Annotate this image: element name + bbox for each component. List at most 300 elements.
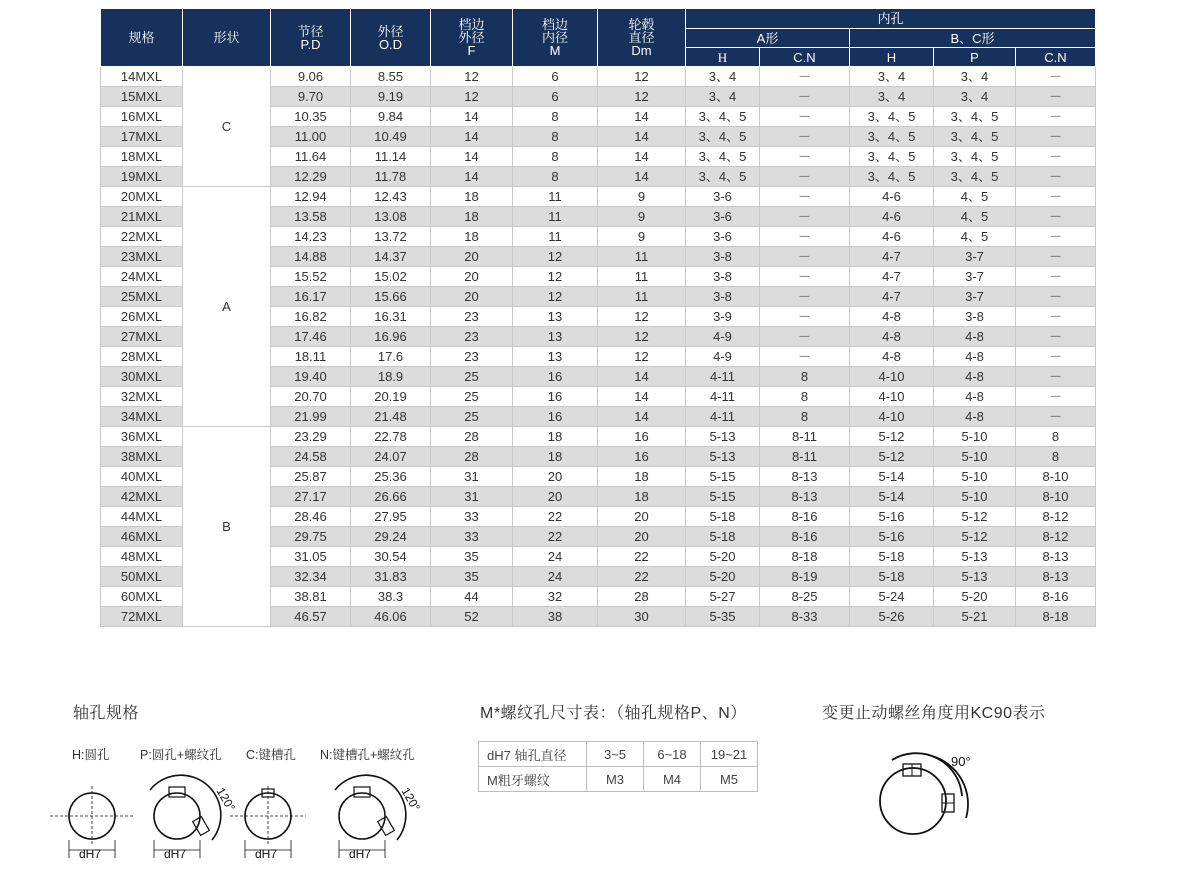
table-cell: 14.23 bbox=[271, 227, 351, 247]
header-line: O.D bbox=[378, 36, 403, 52]
header-bc-h: H bbox=[850, 48, 934, 67]
header-line: M bbox=[549, 43, 561, 58]
table-cell: 24MXL bbox=[101, 267, 183, 287]
table-cell: 16.82 bbox=[271, 307, 351, 327]
table-cell: 9 bbox=[598, 207, 686, 227]
table-cell: 3、4 bbox=[850, 67, 934, 87]
table-cell: 8-10 bbox=[1016, 487, 1096, 507]
table-cell: 11.14 bbox=[351, 147, 431, 167]
table-cell: 48MXL bbox=[101, 547, 183, 567]
table-cell: 31 bbox=[431, 467, 513, 487]
table-cell: 11.78 bbox=[351, 167, 431, 187]
table-cell: 34MXL bbox=[101, 407, 183, 427]
table-cell: 25 bbox=[431, 367, 513, 387]
table-cell: 31 bbox=[431, 487, 513, 507]
table-cell: 33 bbox=[431, 507, 513, 527]
header-bc-type: B、C形 bbox=[850, 29, 1096, 48]
table-cell: 27MXL bbox=[101, 327, 183, 347]
table-cell: 5-10 bbox=[934, 427, 1016, 447]
table-cell: 23 bbox=[431, 307, 513, 327]
table-cell: 14 bbox=[598, 387, 686, 407]
table-cell: 22 bbox=[598, 547, 686, 567]
table-cell: 5-10 bbox=[934, 487, 1016, 507]
table-cell: 26.66 bbox=[351, 487, 431, 507]
table-cell: 12 bbox=[431, 87, 513, 107]
header-bc-p: P bbox=[934, 48, 1016, 67]
table-cell: 8 bbox=[760, 387, 850, 407]
table-cell: 20.70 bbox=[271, 387, 351, 407]
table-cell: 12 bbox=[598, 347, 686, 367]
table-cell: 44MXL bbox=[101, 507, 183, 527]
thread-cell: dH7 轴孔直径 bbox=[479, 742, 587, 767]
table-cell: 4-10 bbox=[850, 407, 934, 427]
table-cell: 5-24 bbox=[850, 587, 934, 607]
header-a-cn: C.N bbox=[760, 48, 850, 67]
table-cell: 21.48 bbox=[351, 407, 431, 427]
table-cell: 14 bbox=[431, 127, 513, 147]
table-cell: 3、4、5 bbox=[850, 107, 934, 127]
table-cell: 17.46 bbox=[271, 327, 351, 347]
table-cell: 32 bbox=[513, 587, 598, 607]
table-cell: 15MXL bbox=[101, 87, 183, 107]
table-cell: － bbox=[1016, 127, 1096, 147]
table-cell: 16 bbox=[513, 367, 598, 387]
table-cell: 8.55 bbox=[351, 67, 431, 87]
table-cell: 3-7 bbox=[934, 267, 1016, 287]
table-cell: 13.72 bbox=[351, 227, 431, 247]
table-cell: 16.31 bbox=[351, 307, 431, 327]
table-cell: 18MXL bbox=[101, 147, 183, 167]
table-cell: 8-10 bbox=[1016, 467, 1096, 487]
table-cell: 9.19 bbox=[351, 87, 431, 107]
table-cell: 38MXL bbox=[101, 447, 183, 467]
table-cell: － bbox=[1016, 247, 1096, 267]
table-cell: 3、4、5 bbox=[850, 167, 934, 187]
table-cell: 11.64 bbox=[271, 147, 351, 167]
table-cell: 15.02 bbox=[351, 267, 431, 287]
table-cell: 44 bbox=[431, 587, 513, 607]
table-cell: 16.96 bbox=[351, 327, 431, 347]
table-cell: 23 bbox=[431, 327, 513, 347]
table-cell: 21MXL bbox=[101, 207, 183, 227]
table-cell: 5-12 bbox=[850, 427, 934, 447]
table-cell: 18 bbox=[598, 487, 686, 507]
table-cell: 14.88 bbox=[271, 247, 351, 267]
table-cell: 25.36 bbox=[351, 467, 431, 487]
table-cell: 5-10 bbox=[934, 467, 1016, 487]
header-line: 内径 bbox=[541, 30, 568, 45]
table-cell: 6 bbox=[513, 67, 598, 87]
table-cell: 8 bbox=[760, 367, 850, 387]
table-cell: 24 bbox=[513, 547, 598, 567]
table-cell: 5-18 bbox=[686, 507, 760, 527]
table-cell: 46.57 bbox=[271, 607, 351, 627]
table-cell: 12 bbox=[431, 67, 513, 87]
table-cell: 3、4、5 bbox=[934, 107, 1016, 127]
table-cell: 24.07 bbox=[351, 447, 431, 467]
table-cell: 32.34 bbox=[271, 567, 351, 587]
table-cell: 8-12 bbox=[1016, 527, 1096, 547]
table-cell: 14 bbox=[431, 167, 513, 187]
table-cell: 11 bbox=[513, 227, 598, 247]
table-cell: 12.94 bbox=[271, 187, 351, 207]
table-cell: 4-11 bbox=[686, 407, 760, 427]
table-cell: 42MXL bbox=[101, 487, 183, 507]
table-cell: 4-8 bbox=[934, 367, 1016, 387]
table-cell: － bbox=[760, 67, 850, 87]
table-cell: 12 bbox=[513, 287, 598, 307]
table-cell: 4-8 bbox=[934, 387, 1016, 407]
table-cell: 18 bbox=[513, 447, 598, 467]
table-cell: 14 bbox=[598, 107, 686, 127]
table-cell: 31.05 bbox=[271, 547, 351, 567]
table-cell: 20 bbox=[431, 287, 513, 307]
table-cell: 4-11 bbox=[686, 387, 760, 407]
table-cell: 25MXL bbox=[101, 287, 183, 307]
table-cell: 5-21 bbox=[934, 607, 1016, 627]
table-cell: 16 bbox=[513, 387, 598, 407]
table-cell: 38 bbox=[513, 607, 598, 627]
table-cell: 30.54 bbox=[351, 547, 431, 567]
table-cell: 4-8 bbox=[850, 347, 934, 367]
table-cell: 8-16 bbox=[760, 507, 850, 527]
table-cell: 15.52 bbox=[271, 267, 351, 287]
table-cell: 3、4、5 bbox=[686, 127, 760, 147]
table-cell: － bbox=[1016, 327, 1096, 347]
table-cell: 5-16 bbox=[850, 527, 934, 547]
table-cell: 18 bbox=[431, 227, 513, 247]
table-cell: 8-33 bbox=[760, 607, 850, 627]
table-cell: 29.75 bbox=[271, 527, 351, 547]
header-line: 直径 bbox=[628, 30, 655, 45]
header-line: 外径 bbox=[377, 23, 404, 39]
table-cell: 36MXL bbox=[101, 427, 183, 447]
table-cell: 30MXL bbox=[101, 367, 183, 387]
table-cell: 18 bbox=[513, 427, 598, 447]
header-line: P.D bbox=[300, 36, 321, 52]
table-cell: － bbox=[760, 127, 850, 147]
table-cell: 35 bbox=[431, 567, 513, 587]
table-cell: 46MXL bbox=[101, 527, 183, 547]
table-cell: － bbox=[1016, 87, 1096, 107]
table-cell: － bbox=[1016, 227, 1096, 247]
table-cell: 9.70 bbox=[271, 87, 351, 107]
table-cell: 4-9 bbox=[686, 327, 760, 347]
table-cell: 5-20 bbox=[934, 587, 1016, 607]
thread-row-size bbox=[479, 767, 758, 792]
table-cell: 3、4 bbox=[850, 87, 934, 107]
bore-type-c-label: C:键槽孔 bbox=[246, 748, 297, 762]
table-cell: 3、4 bbox=[686, 87, 760, 107]
table-cell: － bbox=[1016, 387, 1096, 407]
table-cell: 5-15 bbox=[686, 467, 760, 487]
table-cell: 5-27 bbox=[686, 587, 760, 607]
dim-label-c: dH7 bbox=[255, 847, 278, 861]
table-cell: 25.87 bbox=[271, 467, 351, 487]
table-cell: 30 bbox=[598, 607, 686, 627]
table-cell: － bbox=[1016, 347, 1096, 367]
table-cell: 16 bbox=[598, 427, 686, 447]
table-cell: 16.17 bbox=[271, 287, 351, 307]
bore-type-h-label: H:圆孔 bbox=[72, 748, 110, 762]
table-cell: 10.35 bbox=[271, 107, 351, 127]
table-cell: 38.3 bbox=[351, 587, 431, 607]
table-cell: 5-20 bbox=[686, 547, 760, 567]
table-cell: 13 bbox=[513, 307, 598, 327]
table-cell: 60MXL bbox=[101, 587, 183, 607]
table-cell: 14 bbox=[431, 107, 513, 127]
table-cell: 12 bbox=[598, 67, 686, 87]
table-cell: 4-7 bbox=[850, 287, 934, 307]
table-cell: 5-15 bbox=[686, 487, 760, 507]
table-cell: 20.19 bbox=[351, 387, 431, 407]
table-cell: 22MXL bbox=[101, 227, 183, 247]
table-cell: 33 bbox=[431, 527, 513, 547]
table-cell: 12 bbox=[598, 307, 686, 327]
table-cell: 5-35 bbox=[686, 607, 760, 627]
table-cell: － bbox=[760, 347, 850, 367]
table-cell: 4-8 bbox=[934, 407, 1016, 427]
table-cell: 8-13 bbox=[1016, 547, 1096, 567]
table-cell: 12 bbox=[513, 247, 598, 267]
table-cell: 24 bbox=[513, 567, 598, 587]
table-cell: 28 bbox=[598, 587, 686, 607]
table-cell: 17MXL bbox=[101, 127, 183, 147]
dim-label-p: dH7 bbox=[164, 847, 187, 861]
table-cell: 4-11 bbox=[686, 367, 760, 387]
table-cell: 46.06 bbox=[351, 607, 431, 627]
table-cell: 3-6 bbox=[686, 227, 760, 247]
table-cell: 11 bbox=[598, 267, 686, 287]
table-cell: 3、4、5 bbox=[686, 147, 760, 167]
table-cell: 72MXL bbox=[101, 607, 183, 627]
table-cell: － bbox=[1016, 307, 1096, 327]
table-cell: 22 bbox=[513, 507, 598, 527]
thread-cell: M粗牙螺纹 bbox=[479, 767, 587, 792]
shape-group-cell: C bbox=[183, 67, 271, 187]
table-cell: － bbox=[1016, 267, 1096, 287]
table-cell: 22.78 bbox=[351, 427, 431, 447]
table-cell: 22 bbox=[598, 567, 686, 587]
table-cell: 20 bbox=[598, 527, 686, 547]
table-cell: － bbox=[1016, 207, 1096, 227]
header-line: 外径 bbox=[458, 30, 485, 45]
table-cell: － bbox=[1016, 67, 1096, 87]
table-cell: 3-7 bbox=[934, 247, 1016, 267]
table-cell: 3-6 bbox=[686, 207, 760, 227]
header-shape: 形状 bbox=[183, 9, 271, 67]
table-cell: 20 bbox=[431, 247, 513, 267]
table-cell: 11 bbox=[598, 287, 686, 307]
table-cell: 5-20 bbox=[686, 567, 760, 587]
table-cell: 15.66 bbox=[351, 287, 431, 307]
table-cell: 14 bbox=[598, 147, 686, 167]
table-cell: 4、5 bbox=[934, 227, 1016, 247]
table-cell: 9 bbox=[598, 187, 686, 207]
table-cell: 3、4、5 bbox=[934, 147, 1016, 167]
table-cell: 8-16 bbox=[760, 527, 850, 547]
table-cell: 50MXL bbox=[101, 567, 183, 587]
table-cell: 20MXL bbox=[101, 187, 183, 207]
table-cell: 5-10 bbox=[934, 447, 1016, 467]
table-cell: 28MXL bbox=[101, 347, 183, 367]
table-cell: 8-13 bbox=[760, 467, 850, 487]
table-cell: 20 bbox=[598, 507, 686, 527]
table-cell: － bbox=[1016, 167, 1096, 187]
table-cell: 26MXL bbox=[101, 307, 183, 327]
table-cell: 8 bbox=[760, 407, 850, 427]
table-cell: 14 bbox=[598, 127, 686, 147]
thread-cell: M3 bbox=[587, 767, 644, 792]
table-cell: 20 bbox=[513, 487, 598, 507]
table-cell: 52 bbox=[431, 607, 513, 627]
table-cell: － bbox=[1016, 187, 1096, 207]
table-cell: 5-16 bbox=[850, 507, 934, 527]
kc90-title: 变更止动螺丝角度用KC90表示 bbox=[822, 705, 1046, 722]
table-cell: 23.29 bbox=[271, 427, 351, 447]
table-cell: 4-6 bbox=[850, 187, 934, 207]
table-cell: － bbox=[760, 307, 850, 327]
table-cell: 11 bbox=[513, 187, 598, 207]
table-cell: 11.00 bbox=[271, 127, 351, 147]
table-cell: 11 bbox=[598, 247, 686, 267]
keyway-setscrew-bore-icon bbox=[335, 775, 406, 858]
thread-title: M*螺纹孔尺寸表：（轴孔规格P、N） bbox=[480, 705, 747, 722]
kc90-angle-label: 90° bbox=[951, 754, 971, 769]
table-cell: 3、4、5 bbox=[686, 167, 760, 187]
table-cell: 8 bbox=[1016, 427, 1096, 447]
table-cell: 19MXL bbox=[101, 167, 183, 187]
table-cell: － bbox=[1016, 367, 1096, 387]
table-cell: 14MXL bbox=[101, 67, 183, 87]
table-cell: 4、5 bbox=[934, 207, 1016, 227]
table-cell: 20 bbox=[431, 267, 513, 287]
table-cell: 40MXL bbox=[101, 467, 183, 487]
table-cell: 5-18 bbox=[686, 527, 760, 547]
table-cell: 14 bbox=[598, 407, 686, 427]
table-cell: 18 bbox=[598, 467, 686, 487]
table-cell: 8 bbox=[513, 147, 598, 167]
table-cell: 27.95 bbox=[351, 507, 431, 527]
header-line: 档边 bbox=[458, 17, 485, 32]
angle-label-p: 120° bbox=[213, 785, 239, 814]
table-cell: 8 bbox=[513, 107, 598, 127]
table-cell: － bbox=[1016, 287, 1096, 307]
table-cell: 9.84 bbox=[351, 107, 431, 127]
table-cell: 3-7 bbox=[934, 287, 1016, 307]
table-cell: － bbox=[760, 107, 850, 127]
table-cell: － bbox=[760, 267, 850, 287]
table-cell: 38.81 bbox=[271, 587, 351, 607]
table-cell: 24.58 bbox=[271, 447, 351, 467]
round-setscrew-bore-icon bbox=[150, 775, 221, 858]
thread-cell: 3~5 bbox=[587, 742, 644, 767]
table-cell: 27.17 bbox=[271, 487, 351, 507]
header-a-type: A形 bbox=[686, 29, 850, 48]
table-cell: 29.24 bbox=[351, 527, 431, 547]
bore-type-p-label: P:圆孔+螺纹孔 bbox=[140, 748, 222, 762]
table-cell: 3-8 bbox=[686, 287, 760, 307]
table-cell: 22 bbox=[513, 527, 598, 547]
table-cell: 23 bbox=[431, 347, 513, 367]
table-cell: 8 bbox=[513, 127, 598, 147]
thread-cell: M5 bbox=[701, 767, 758, 792]
table-cell: 18.9 bbox=[351, 367, 431, 387]
table-cell: － bbox=[760, 327, 850, 347]
table-cell: 23MXL bbox=[101, 247, 183, 267]
table-cell: 3、4、5 bbox=[850, 147, 934, 167]
table-cell: 3、4 bbox=[934, 67, 1016, 87]
table-cell: 8-16 bbox=[1016, 587, 1096, 607]
table-cell: 28 bbox=[431, 427, 513, 447]
table-cell: 16MXL bbox=[101, 107, 183, 127]
table-cell: 5-14 bbox=[850, 467, 934, 487]
dim-label-n: dH7 bbox=[349, 847, 372, 861]
table-cell: 12 bbox=[598, 327, 686, 347]
thread-row-diameter bbox=[479, 742, 758, 767]
table-cell: 12.43 bbox=[351, 187, 431, 207]
table-cell: 28 bbox=[431, 447, 513, 467]
table-cell: － bbox=[1016, 147, 1096, 167]
table-cell: 13.58 bbox=[271, 207, 351, 227]
header-line: F bbox=[467, 43, 476, 58]
table-cell: 25 bbox=[431, 407, 513, 427]
table-cell: 25 bbox=[431, 387, 513, 407]
table-cell: － bbox=[1016, 107, 1096, 127]
table-cell: 5-13 bbox=[686, 447, 760, 467]
table-cell: 14 bbox=[431, 147, 513, 167]
table-cell: 9 bbox=[598, 227, 686, 247]
table-cell: 4-8 bbox=[850, 307, 934, 327]
shape-group-cell: A bbox=[183, 187, 271, 427]
table-cell: － bbox=[760, 187, 850, 207]
table-cell: 3、4、5 bbox=[850, 127, 934, 147]
table-cell: 4、5 bbox=[934, 187, 1016, 207]
table-cell: 5-14 bbox=[850, 487, 934, 507]
table-cell: 18 bbox=[431, 187, 513, 207]
table-cell: 8 bbox=[513, 167, 598, 187]
table-cell: 4-10 bbox=[850, 367, 934, 387]
table-cell: 9.06 bbox=[271, 67, 351, 87]
header-line: 节径 bbox=[297, 23, 324, 39]
table-cell: 3-8 bbox=[934, 307, 1016, 327]
table-cell: 18.11 bbox=[271, 347, 351, 367]
table-cell: － bbox=[760, 167, 850, 187]
table-cell: 16 bbox=[513, 407, 598, 427]
table-cell: 5-26 bbox=[850, 607, 934, 627]
table-cell: 12.29 bbox=[271, 167, 351, 187]
table-cell: 5-13 bbox=[934, 547, 1016, 567]
table-cell: 14 bbox=[598, 367, 686, 387]
thread-table bbox=[478, 741, 758, 792]
table-cell: 5-12 bbox=[934, 507, 1016, 527]
table-cell: 3、4 bbox=[686, 67, 760, 87]
table-cell: 8-19 bbox=[760, 567, 850, 587]
table-cell: 14.37 bbox=[351, 247, 431, 267]
table-cell: － bbox=[760, 247, 850, 267]
table-cell: － bbox=[760, 87, 850, 107]
header-spec: 规格 bbox=[101, 9, 183, 67]
header-bore: 内孔 bbox=[686, 9, 1096, 29]
table-cell: 3、4、5 bbox=[686, 107, 760, 127]
table-cell: 20 bbox=[513, 467, 598, 487]
dim-label-h: dH7 bbox=[79, 847, 102, 861]
table-cell: 4-7 bbox=[850, 247, 934, 267]
table-cell: 17.6 bbox=[351, 347, 431, 367]
table-cell: 3-8 bbox=[686, 247, 760, 267]
table-cell: 13 bbox=[513, 347, 598, 367]
table-cell: 3、4、5 bbox=[934, 127, 1016, 147]
